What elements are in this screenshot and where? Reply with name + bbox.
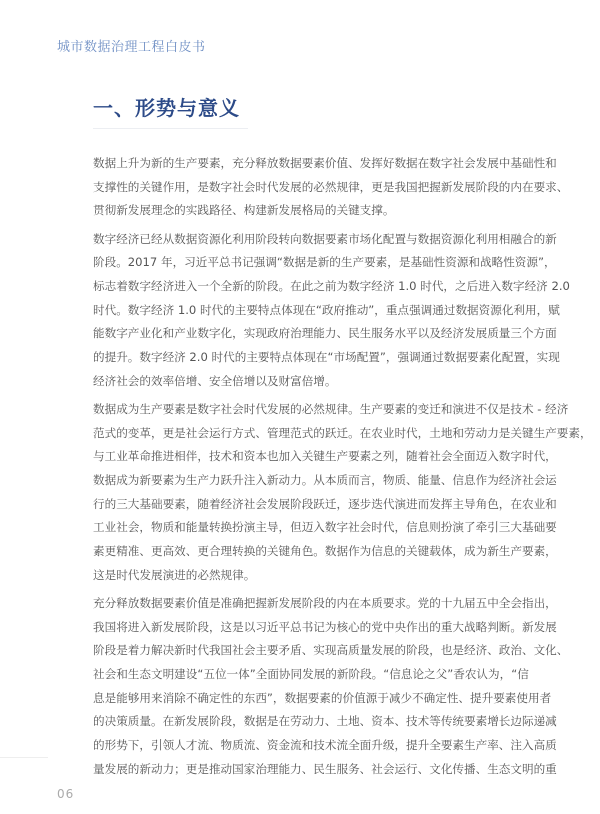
paragraph-line: 社会和生态文明建设“五位一体”全面协同发展的新阶段。“信息论之父”香农认为，“信 <box>93 666 529 681</box>
paragraph-line: 数字经济已经从数据资源化利用阶段转向数据要素市场化配置与数据资源化利用相融合的新 <box>93 231 557 246</box>
paragraph-line: 数据成为新要素为生产力跃升注入新动力。从本质而言，物质、能量、信息作为经济社会运 <box>93 472 557 487</box>
paragraph <box>93 228 570 394</box>
title-divider <box>93 128 248 129</box>
paragraph-line: 阶段。2017 年，习近平总书记强调“数据是新的生产要素，是基础性资源和战略性资源”， <box>93 255 556 270</box>
paragraph-line: 行的三大基础要素，随着经济社会发展阶段跃迁，逐步迭代演进而发挥主导角色，在农业和 <box>93 496 557 511</box>
paragraph-line: 充分释放数据要素价值是准确把握新发展阶段的内在本质要求。党的十九届五中全会指出， <box>93 595 557 610</box>
paragraph-line: 我国将进入新发展阶段，这是以习近平总书记为核心的党中央作出的重大战略判断。新发展 <box>93 619 557 634</box>
document-header-title: 城市数据治理工程白皮书 <box>57 40 206 55</box>
paragraph <box>93 592 569 782</box>
paragraph-line: 支撑性的关键作用，是数字社会时代发展的必然规律，更是我国把握新发展阶段的内在要求、 <box>93 179 569 194</box>
paragraph-line: 标志着数字经济进入一个全新的阶段。在此之前为数字经济 1.0 时代，之后进入数字经济 2.0 <box>93 278 570 293</box>
paragraph-line: 的提升。数字经济 2.0 时代的主要特点体现在“市场配置”，强调通过数据要素化配置，实现 <box>93 350 560 364</box>
paragraph-line: 的形势下，引领人才流、物质流、资金流和技术流全面升级，提升全要素生产率、注入高质 <box>93 738 557 752</box>
paragraph-line: 经济社会的效率倍增、安全倍增以及财富倍增。 <box>93 373 337 388</box>
paragraph-line: 息是能够用来消除不确定性的东西”，数据要素的价值源于减少不确定性、提升要素使用者 <box>93 690 552 705</box>
paragraph-line: 贯彻新发展理念的实践路径、构建新发展格局的关键支撑。 <box>93 203 395 218</box>
paragraph-line: 能数字产业化和产业数字化，实现政府治理能力、民生服务水平以及经济发展质量三个方面 <box>93 326 557 341</box>
page-number: 06 <box>57 787 75 801</box>
paragraph <box>93 152 569 223</box>
paragraph-line: 的决策质量。在新发展阶段，数据是在劳动力、土地、资本、技术等传统要素增长边际递减 <box>93 714 557 729</box>
body-text <box>93 152 592 786</box>
paragraph-line: 素更精准、更高效、更合理转换的关键角色。数据作为信息的关键载体，成为新生产要素， <box>93 544 557 558</box>
paragraph-line: 时代。数字经济 1.0 时代的主要特点体现在“政府推动”，重点强调通过数据资源化利用，赋 <box>93 302 560 317</box>
paragraph-line: 量发展的新动力；更是推动国家治理能力、民生服务、社会运行、文化传播、生态文明的重 <box>93 761 557 776</box>
paragraph-line: 与工业革命推进相伴，技术和资本也加入关键生产要素之列，随着社会全面迈入数字时代， <box>93 449 557 464</box>
paragraph-line: 这是时代发展演进的必然规律。 <box>93 567 256 582</box>
paragraph-line: 阶段是着力解决新时代我国社会主要矛盾、实现高质量发展的阶段，也是经济、政治、文化、 <box>93 643 569 658</box>
paragraph-line: 数据成为生产要素是数字社会时代发展的必然规律。生产要素的变迁和演进不仅是技术 - 经济 <box>93 401 569 416</box>
section-title: 一、形势与意义 <box>93 96 240 120</box>
paragraph-line: 工业社会，物质和能量转换扮演主导，但迈入数字社会时代，信息则扮演了牵引三大基础要 <box>93 520 557 535</box>
paragraph-line: 数据上升为新的生产要素，充分释放数据要素价值、发挥好数据在数字社会发展中基础性和 <box>93 156 557 170</box>
paragraph <box>93 398 592 588</box>
footer-divider <box>0 757 48 758</box>
paragraph-line: 范式的变革，更是社会运行方式、管理范式的跃迁。在农业时代，土地和劳动力是关键生产要素， <box>93 425 592 440</box>
